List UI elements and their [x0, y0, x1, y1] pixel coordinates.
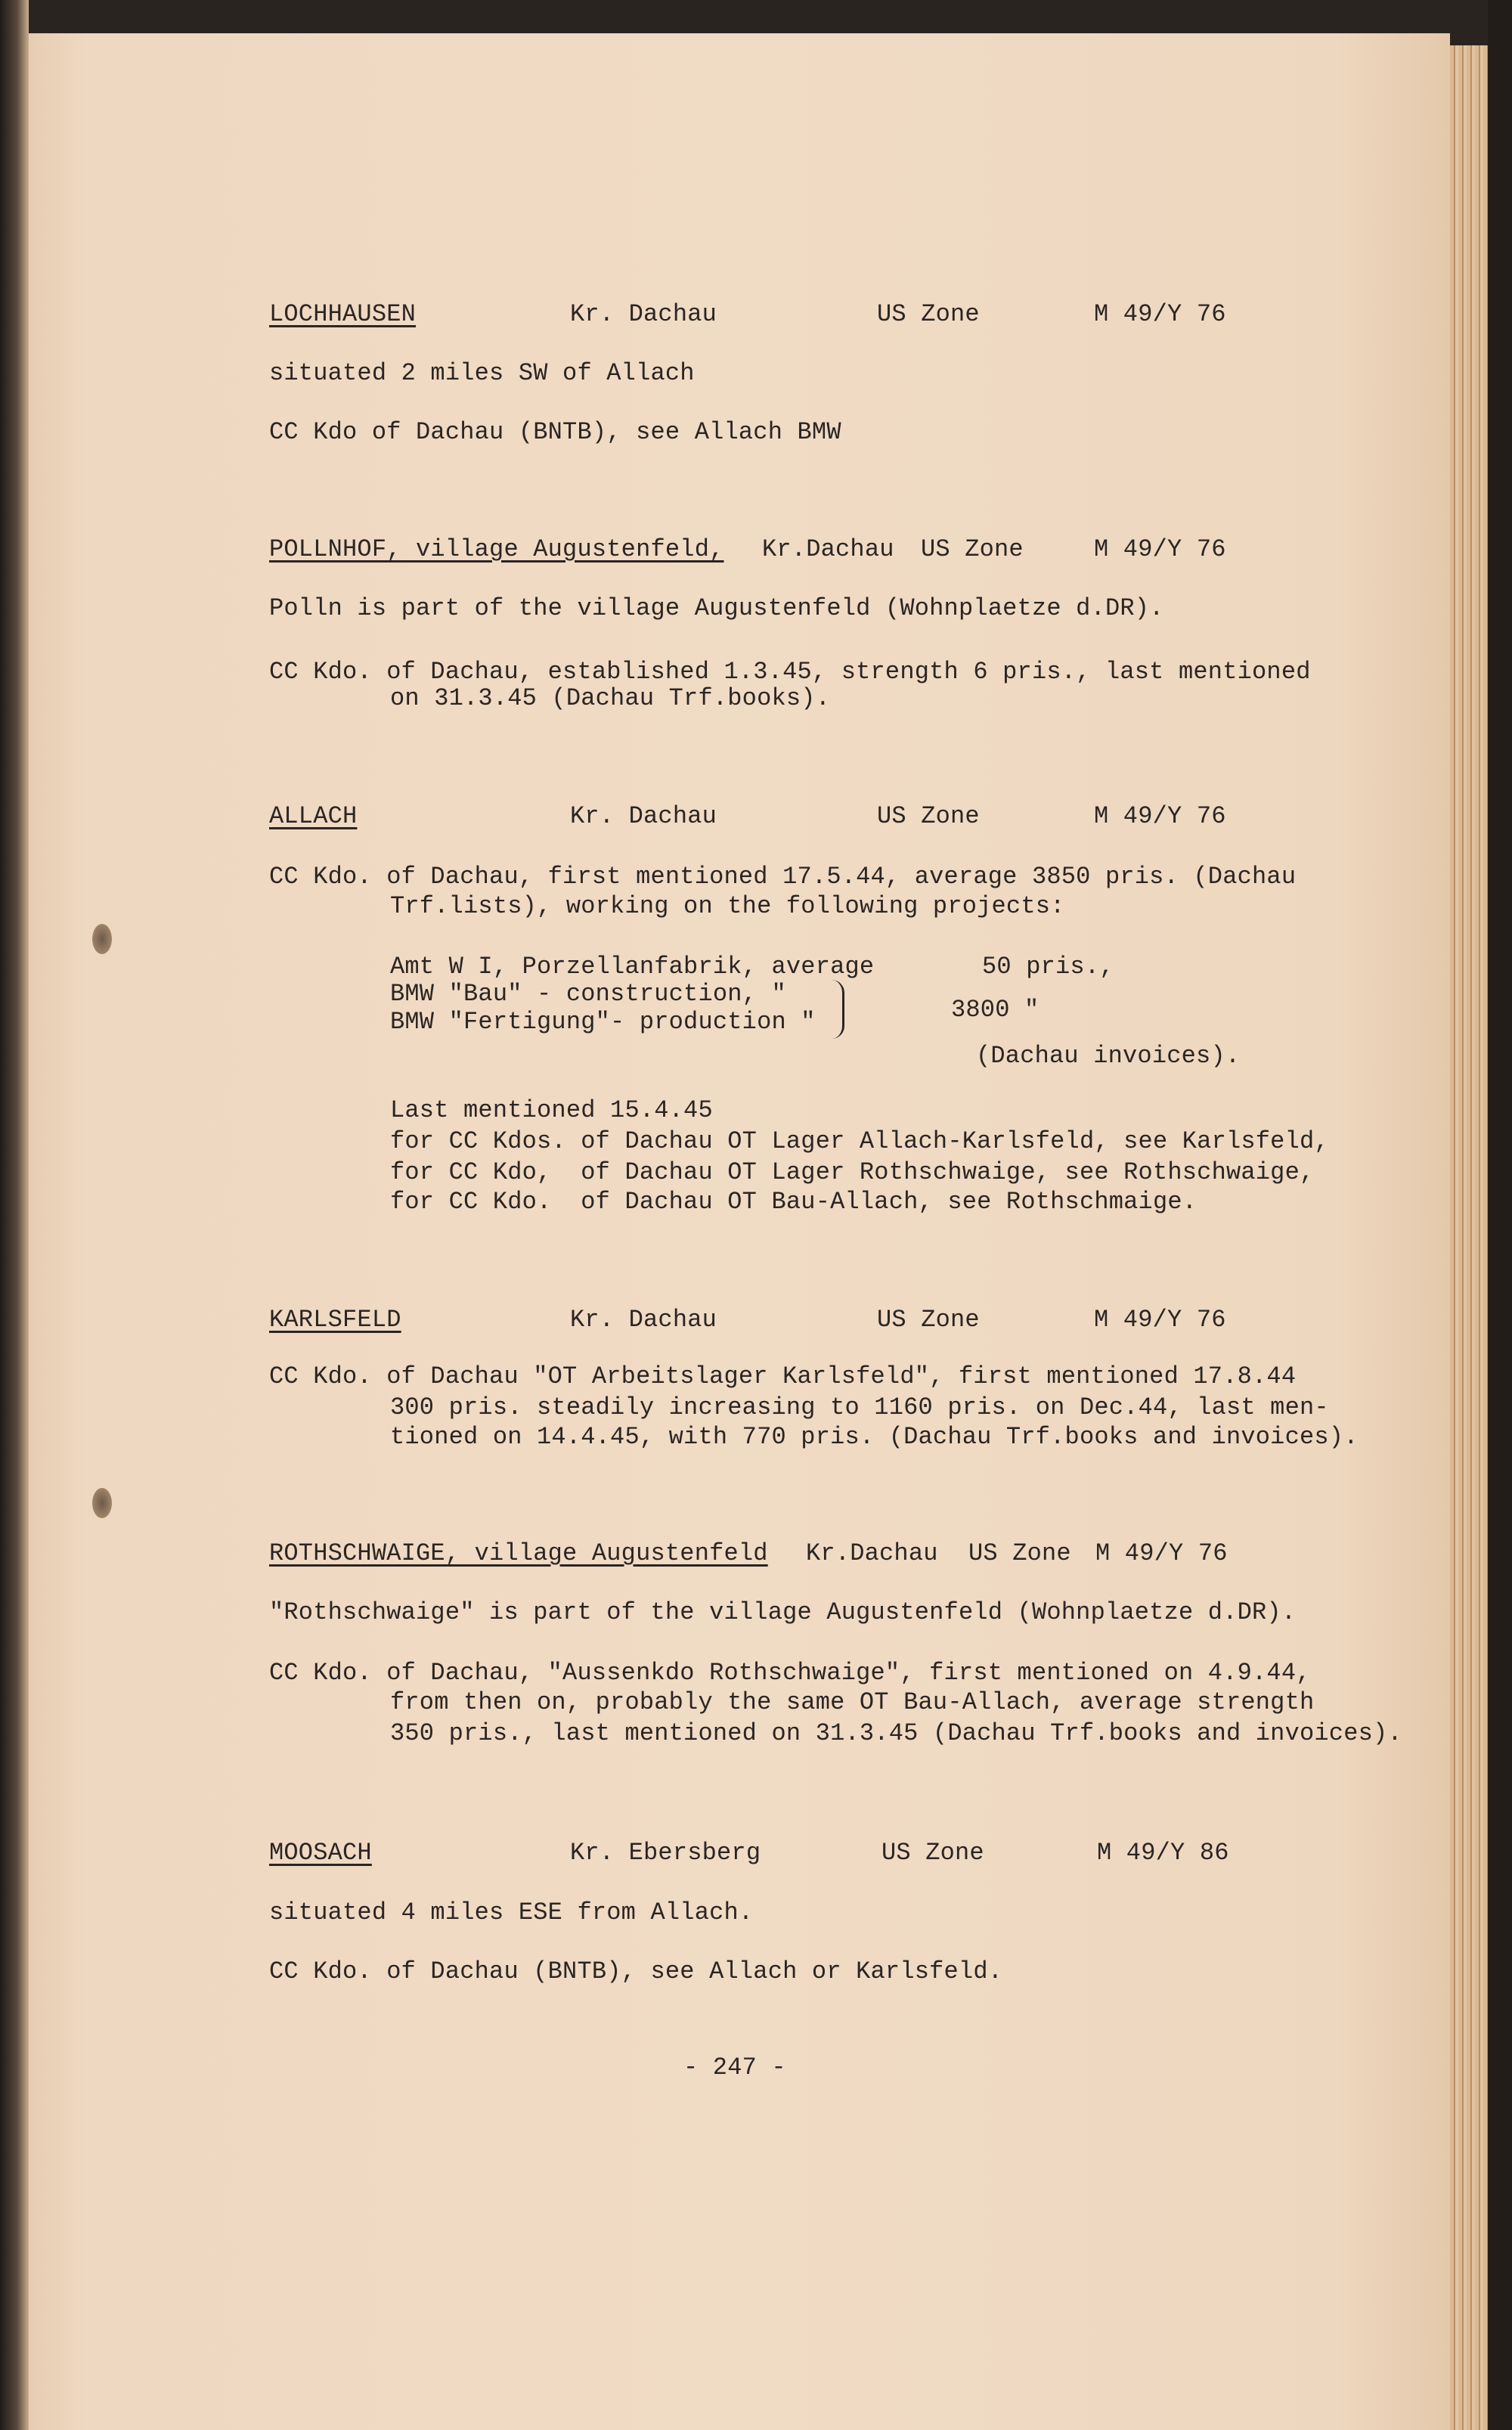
zone: US Zone [921, 535, 1024, 563]
binding-hole [92, 1488, 112, 1518]
background [1488, 0, 1512, 2430]
entry-text: Trf.lists), working on the following projects: [390, 892, 1065, 920]
district: Kr. Dachau [570, 802, 717, 830]
entry-text: CC Kdo of Dachau (BNTB), see Allach BMW [269, 418, 841, 446]
district: Kr. Dachau [570, 1306, 717, 1334]
district: Kr.Dachau [762, 535, 894, 563]
place-name: LOCHHAUSEN [269, 300, 417, 328]
map-reference: M 49/Y 76 [1094, 1306, 1226, 1334]
zone: US Zone [877, 1306, 980, 1334]
zone: US Zone [968, 1539, 1071, 1567]
entry-note: Last mentioned 15.4.45 [390, 1096, 713, 1124]
district: Kr. Dachau [570, 300, 717, 328]
entry-note: for CC Kdos. of Dachau OT Lager Allach-Karlsfeld, see Karlsfeld, [390, 1127, 1329, 1155]
map-reference: M 49/Y 76 [1094, 300, 1226, 328]
page-edges [1450, 45, 1488, 2430]
entry-text: situated 2 miles SW of Allach [269, 359, 695, 387]
entry-text: CC Kdo. of Dachau, "Aussenkdo Rothschwaige", first mentioned on 4.9.44, [269, 1659, 1311, 1687]
brace [832, 980, 844, 1039]
project-item: BMW "Bau" - construction, " [390, 980, 786, 1008]
zone: US Zone [877, 300, 980, 328]
entry-text: Polln is part of the village Augustenfeld (Wohnplaetze d.DR). [269, 594, 1164, 622]
project-item: Amt W I, Porzellanfabrik, average [390, 953, 875, 981]
book-spine-shadow [0, 0, 29, 2430]
entry-text: on 31.3.45 (Dachau Trf.books). [390, 684, 831, 712]
map-reference: M 49/Y 76 [1094, 802, 1226, 830]
entry-text: CC Kdo. of Dachau, established 1.3.45, strength 6 pris., last mentioned [269, 658, 1311, 686]
entry-note: for CC Kdo. of Dachau OT Bau-Allach, see Rothschmaige. [390, 1188, 1198, 1216]
entry-text: CC Kdo. of Dachau (BNTB), see Allach or Karlsfeld. [269, 1957, 1003, 1985]
place-name: MOOSACH [269, 1839, 372, 1867]
entry-text: from then on, probably the same OT Bau-Allach, average strength [390, 1688, 1315, 1716]
project-item: BMW "Fertigung"- production " [390, 1008, 816, 1036]
district: Kr.Dachau [806, 1539, 938, 1567]
zone: US Zone [877, 802, 980, 830]
map-reference: M 49/Y 76 [1094, 535, 1226, 563]
entry-text: tioned on 14.4.45, with 770 pris. (Dachau Trf.books and invoices). [390, 1423, 1359, 1451]
place-name: ALLACH [269, 802, 358, 830]
binding-hole [92, 924, 112, 954]
map-reference: M 49/Y 76 [1095, 1539, 1228, 1567]
place-name: ROTHSCHWAIGE, village Augustenfeld [269, 1539, 768, 1567]
entry-text: CC Kdo. of Dachau "OT Arbeitslager Karlsfeld", first mentioned 17.8.44 [269, 1362, 1297, 1390]
place-name: KARLSFELD [269, 1306, 401, 1334]
place-name: POLLNHOF, village Augustenfeld, [269, 535, 724, 563]
district: Kr. Ebersberg [570, 1839, 761, 1867]
project-source: (Dachau invoices). [976, 1042, 1241, 1070]
project-value: 3800 " [951, 996, 1040, 1024]
entry-text: 350 pris., last mentioned on 31.3.45 (Dachau Trf.books and invoices). [390, 1719, 1402, 1747]
entry-text: "Rothschwaige" is part of the village Augustenfeld (Wohnplaetze d.DR). [269, 1598, 1297, 1626]
entry-text: situated 4 miles ESE from Allach. [269, 1898, 754, 1926]
page-number: - 247 - [683, 2053, 786, 2081]
zone: US Zone [881, 1839, 984, 1867]
map-reference: M 49/Y 86 [1097, 1839, 1229, 1867]
project-value: 50 pris., [982, 953, 1114, 981]
entry-text: 300 pris. steadily increasing to 1160 pris. on Dec.44, last men- [390, 1393, 1329, 1421]
entry-note: for CC Kdo, of Dachau OT Lager Rothschwaige, see Rothschwaige, [390, 1158, 1315, 1186]
entry-text: CC Kdo. of Dachau, first mentioned 17.5.44, average 3850 pris. (Dachau [269, 863, 1297, 891]
